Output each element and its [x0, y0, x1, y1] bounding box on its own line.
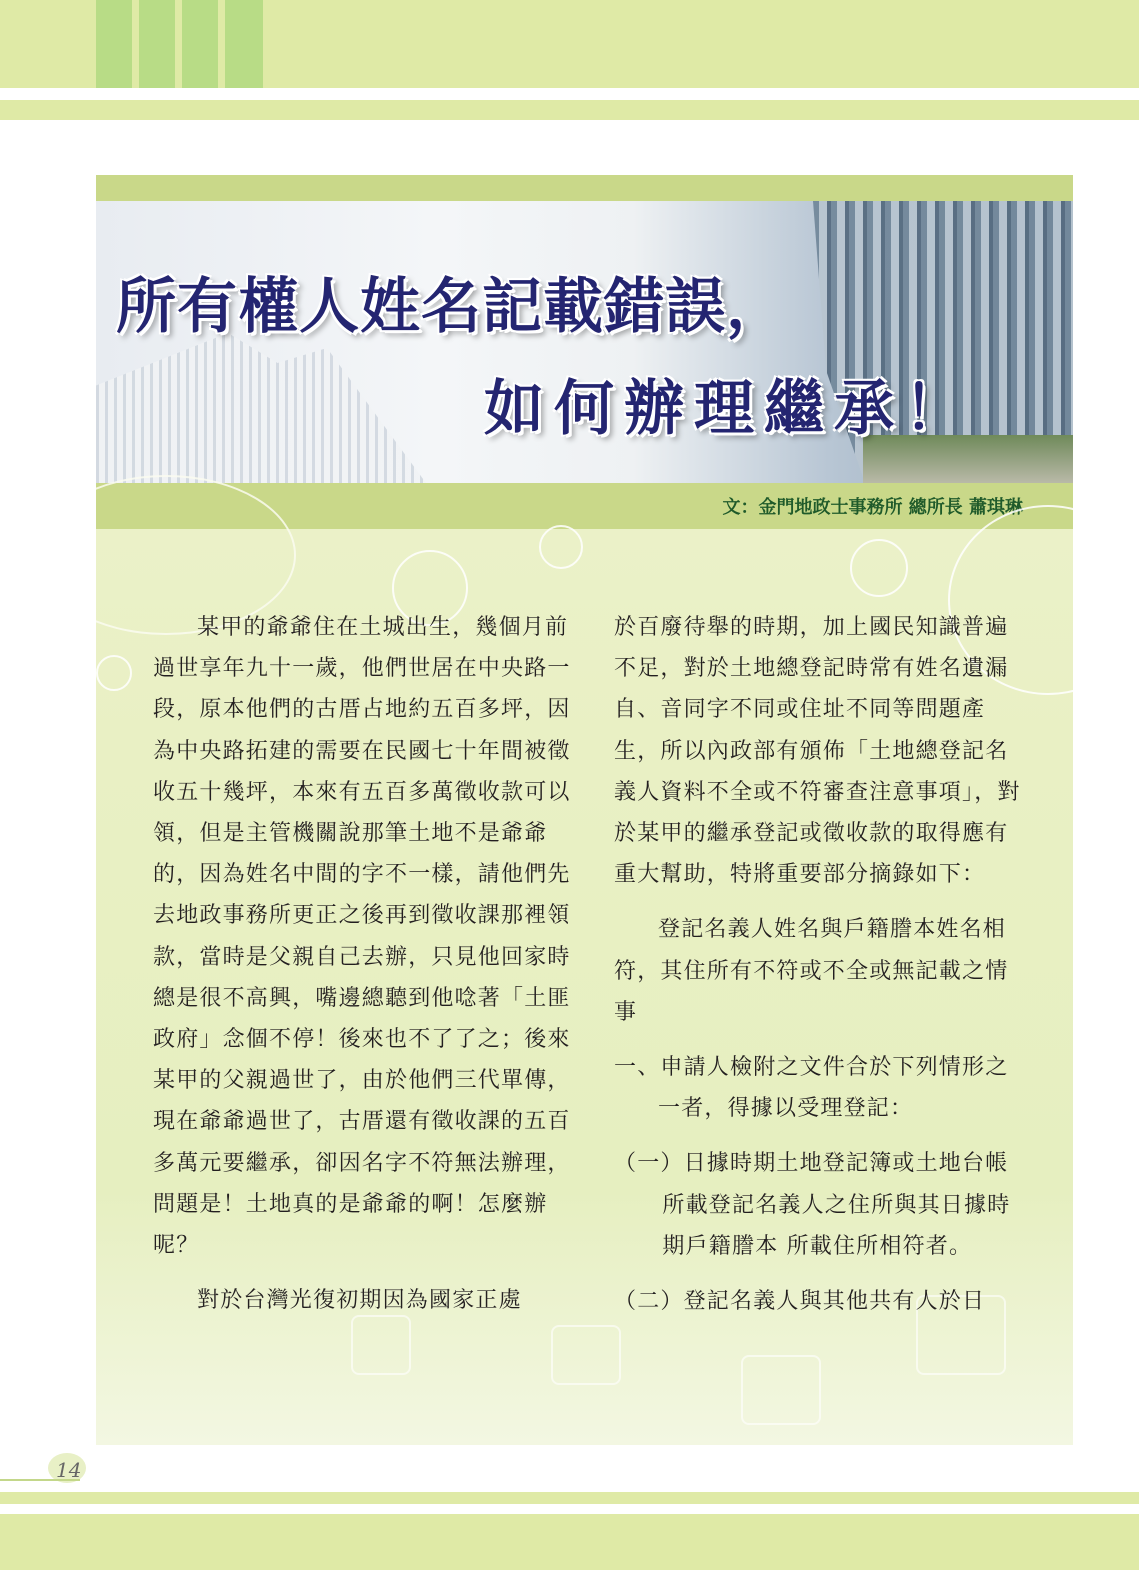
decor-circle — [96, 655, 132, 691]
decor-square — [551, 1325, 621, 1385]
panel-top-bar — [96, 175, 1073, 201]
paragraph: 對於台灣光復初期因為國家正處 — [197, 1288, 522, 1314]
decor-circle — [850, 539, 908, 597]
bottom-stripe — [0, 1492, 1139, 1504]
decor-square — [741, 1355, 821, 1425]
top-tab — [96, 0, 132, 88]
author-byline: 文：金門地政士事務所 總所長 蕭琪琳 — [722, 497, 1023, 518]
building-image-left — [96, 333, 426, 483]
paragraph: 於百廢待舉的時期，加上國民知識普遍不足，對於土地總登記時常有姓名遺漏自、音同字不同或住址不同等問題產生，所以內政部有頒佈「土地總登記名義人資料不全或不符審查注意事項」，對於某甲的繼承登記或徵收款的取得應有重大幫助，特將重要部分摘錄如下： — [614, 615, 1021, 888]
article-panel — [96, 175, 1073, 1445]
text-column-left — [153, 607, 583, 1321]
top-tab — [225, 0, 263, 88]
decor-circle — [539, 525, 583, 569]
top-stripe — [0, 100, 1139, 120]
list-item: （二）登記名義人與其他共有人於日 — [614, 1289, 986, 1315]
decor-square — [351, 1315, 411, 1375]
bottom-band — [0, 1514, 1139, 1570]
list-item: 一、申請人檢附之文件合於下列情形之一者，得據以受理登記： — [614, 1055, 1009, 1122]
article-title-line2: 如何辦理繼承！ — [484, 374, 974, 444]
list-item: （一）日據時期土地登記簿或土地台帳所載登記名義人之住所與其日據時期戶籍謄本 所載住所相符者。 — [614, 1151, 1011, 1259]
subheading: 登記名義人姓名與戶籍謄本姓名相符，其住所有不符或不全或無記載之情事 — [614, 917, 1009, 1025]
title-banner — [96, 201, 1073, 483]
top-tab — [139, 0, 175, 88]
page-number: 14 — [56, 1458, 82, 1482]
article-title-line1: 所有權人姓名記載錯誤， — [116, 272, 787, 342]
paragraph: 某甲的爺爺住在土城出生，幾個月前過世享年九十一歲，他們世居在中央路一段，原本他們的古厝占地約五百多坪，因為中央路拓建的需要在民國七十年間被徵收五十幾坪，本來有五百多萬徵收款可以領，但是主管機關說那筆土地不是爺爺的，因為姓名中間的字不一樣，請他們先去地政事務所更正之後再到徵收課那裡領款，當時是父親自己去辦，只見他回家時總是很不高興，嘴邊總聽到他唸著「土匪政府」念個不停！後來也不了了之；後來某甲的父親過世了，由於他們三代單傳，現在爺爺過世了，古厝還有徵收課的五百多萬元要繼承，卻因名字不符無法辦理，問題是！土地真的是爺爺的啊！怎麼辦呢？ — [153, 615, 571, 1259]
text-column-right — [614, 607, 1029, 1322]
top-tab — [182, 0, 218, 88]
